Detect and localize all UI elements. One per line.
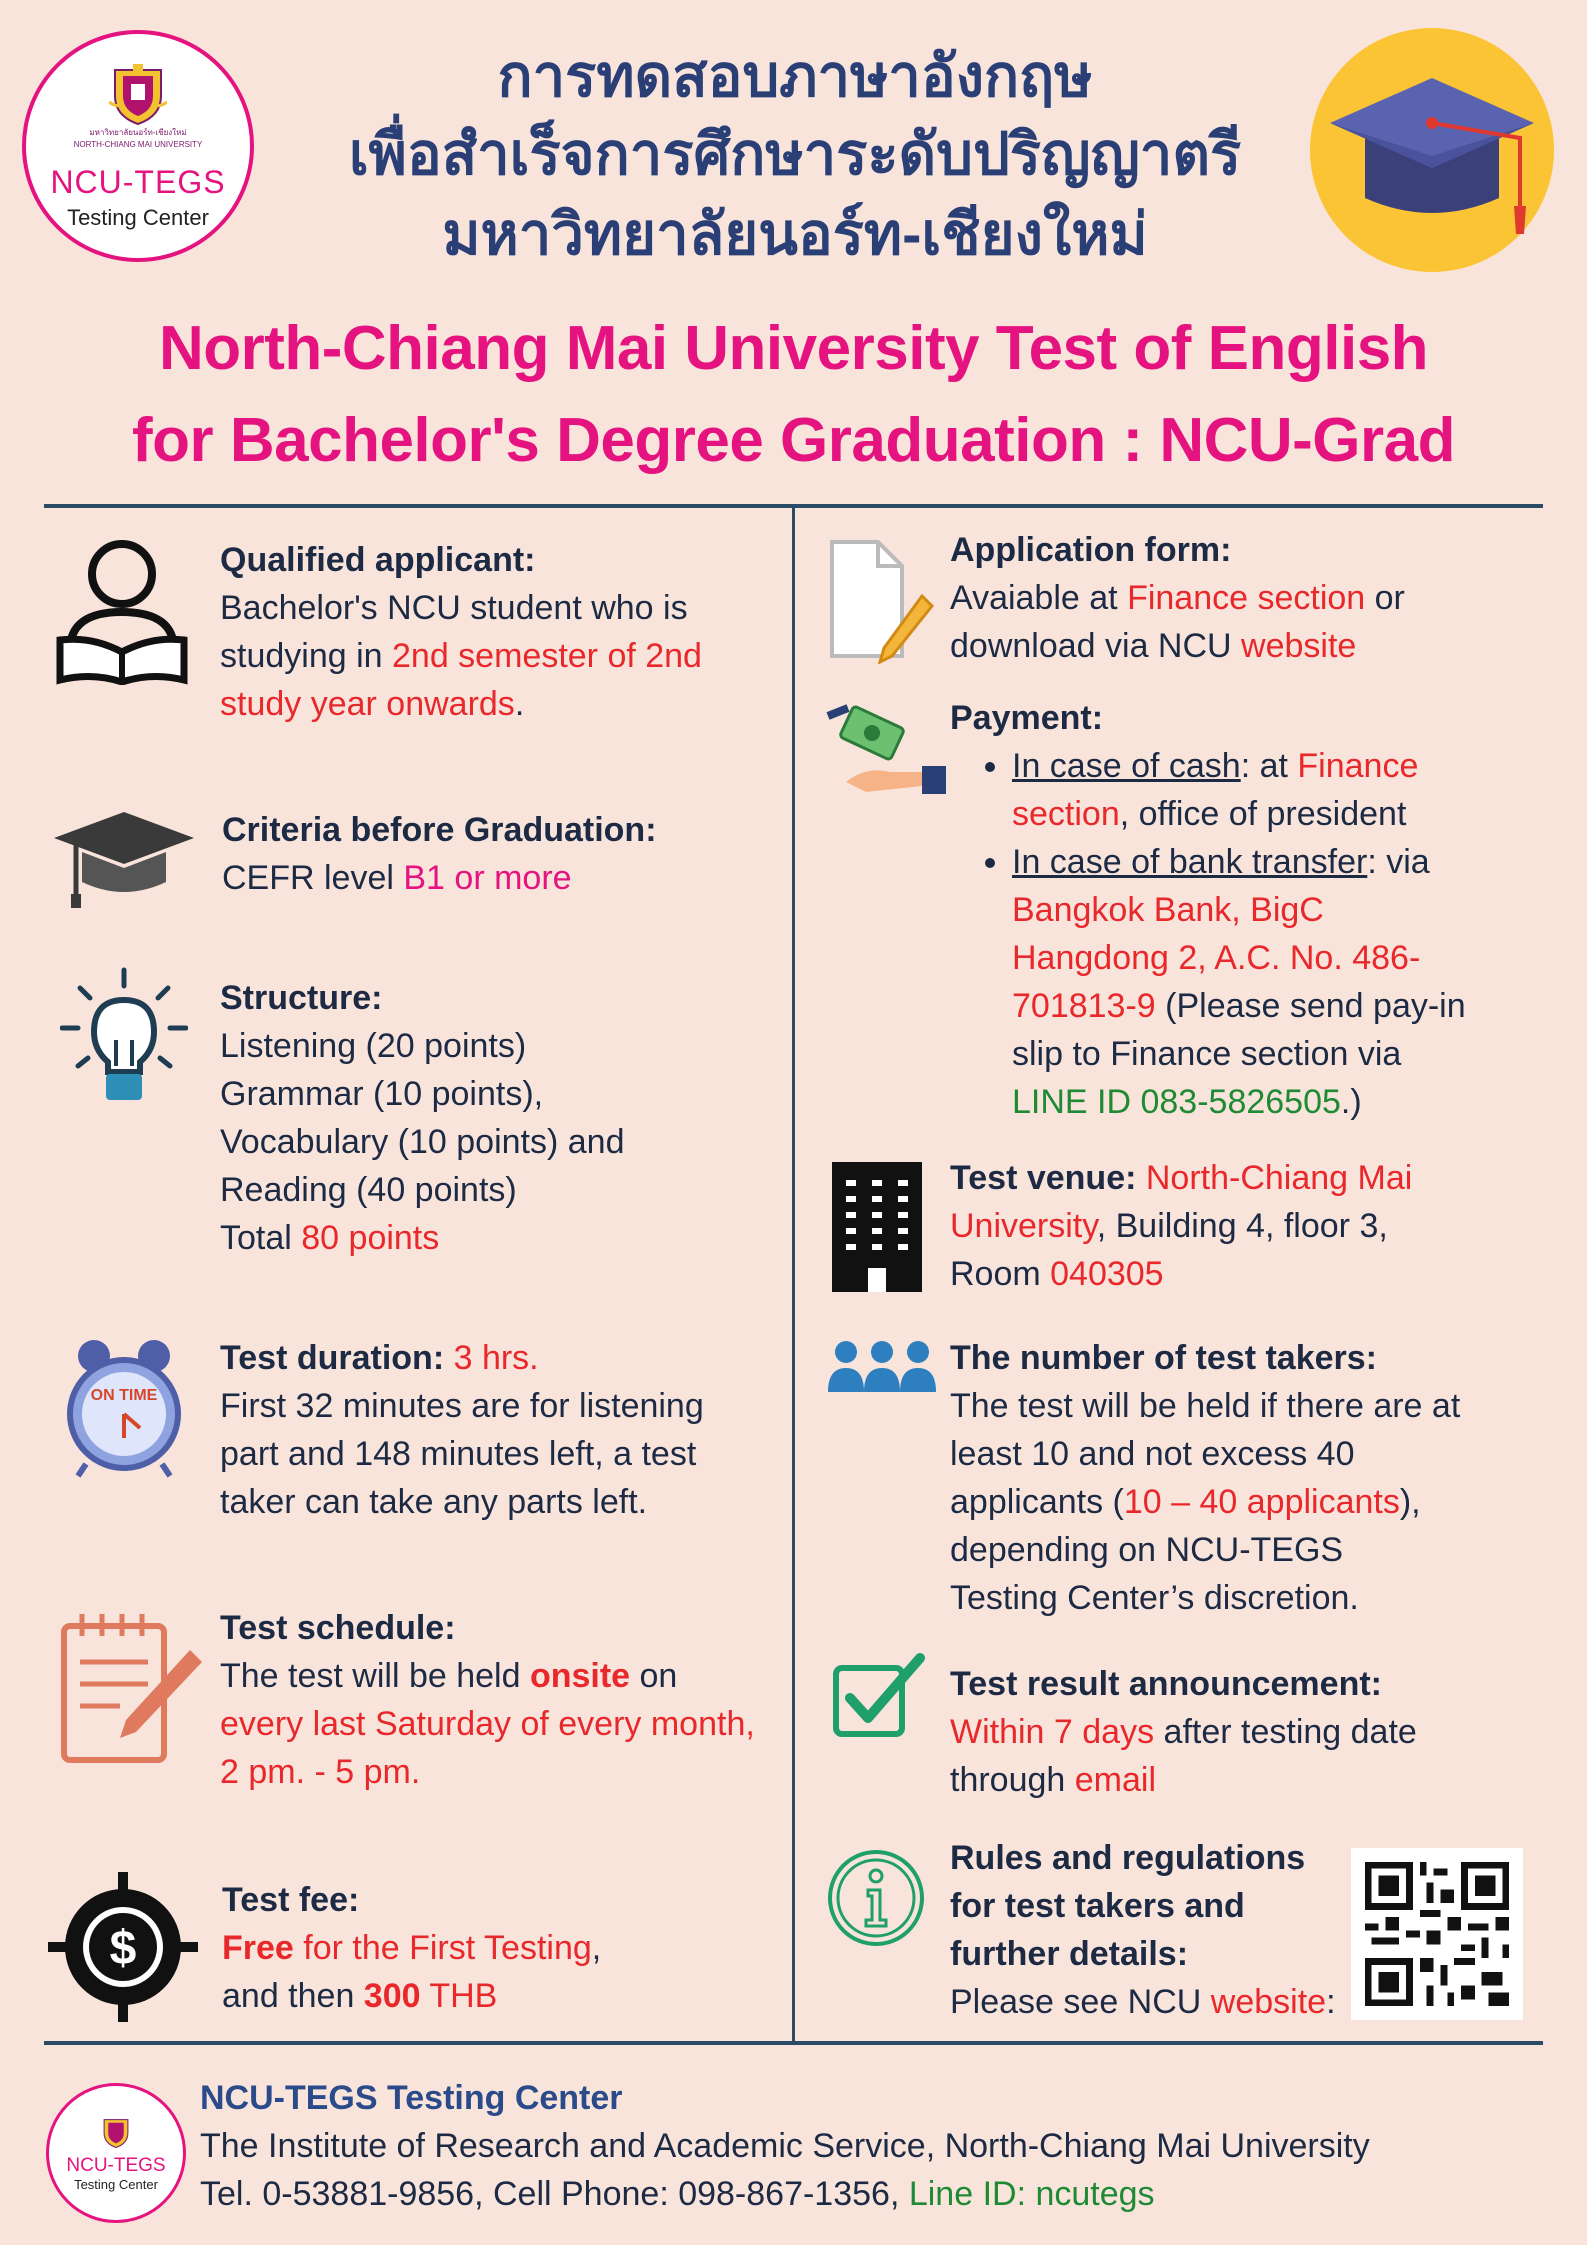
- application-form-section: [950, 526, 1405, 670]
- qualified-applicant-section: [220, 536, 702, 728]
- form-line-1c: or: [1365, 579, 1405, 617]
- svg-text:ON TIME: ON TIME: [90, 1387, 158, 1404]
- result-line-2a: through: [950, 1761, 1075, 1799]
- footer-line-id: Line ID: ncutegs: [908, 2175, 1155, 2213]
- form-finance-section: Finance section: [1127, 579, 1366, 617]
- payment-bank-line-2: Bangkok Bank, BigC: [1012, 891, 1324, 929]
- lightbulb-icon: [60, 966, 188, 1106]
- rules-heading-3: further details:: [950, 1935, 1189, 1973]
- qualified-semester: 2nd semester of 2nd: [392, 637, 702, 675]
- column-divider: [792, 508, 795, 2045]
- payment-bank-account: 701813-9: [1012, 987, 1156, 1025]
- thai-title-line-1: การทดสอบภาษาอังกฤษ: [497, 44, 1093, 109]
- form-line-1a: Avaiable at: [950, 579, 1128, 617]
- fee-section: [222, 1876, 601, 2020]
- building-icon: [832, 1162, 922, 1292]
- alarm-clock-icon: [56, 1338, 192, 1478]
- venue-room-number: 040305: [1050, 1255, 1164, 1293]
- footer-institute: The Institute of Research and Academic Service, North-Chiang Mai University: [200, 2127, 1370, 2165]
- rules-website-link[interactable]: website: [1210, 1983, 1327, 2021]
- svg-text:$: $: [109, 1922, 137, 1975]
- payment-bank-via: : via: [1367, 843, 1430, 881]
- footer-title: NCU-TEGS Testing Center: [200, 2079, 623, 2117]
- payment-bank-line-4b: (Please send pay-in: [1155, 987, 1466, 1025]
- payment-bank-line-3: Hangdong 2, A.C. No. 486-: [1012, 939, 1421, 977]
- qualified-heading: Qualified applicant:: [220, 541, 536, 579]
- duration-value: 3 hrs.: [453, 1339, 539, 1377]
- reader-icon: [56, 540, 188, 685]
- payment-cash-section: section: [1012, 795, 1120, 833]
- english-title-line-1: North-Chiang Mai University Test of English: [158, 314, 1429, 383]
- venue-building: , Building 4, floor 3,: [1096, 1207, 1388, 1245]
- schedule-time: 2 pm. - 5 pm.: [220, 1753, 421, 1791]
- schedule-day: every last Saturday of every month,: [220, 1705, 755, 1743]
- payment-bank-label: In case of bank transfer: [1012, 843, 1368, 881]
- structure-vocabulary: Vocabulary (10 points) and: [220, 1123, 625, 1161]
- fee-heading: Test fee:: [222, 1881, 360, 1919]
- schedule-section: [220, 1604, 755, 1796]
- qualified-line-3a: study year onwards: [220, 685, 515, 723]
- form-heading: Application form:: [950, 531, 1232, 569]
- venue-university-2: University: [950, 1207, 1097, 1245]
- duration-section: [220, 1334, 704, 1526]
- payment-bank-line-5: slip to Finance section via: [1012, 1035, 1402, 1073]
- graduation-hat-badge: [1310, 28, 1554, 272]
- qualified-line-3b: .: [514, 685, 525, 723]
- qualified-line-2a: studying in: [220, 637, 392, 675]
- duration-heading: Test duration:: [220, 1339, 454, 1377]
- english-title-line-2: for Bachelor's Degree Graduation : NCU-Grad: [131, 406, 1456, 475]
- payment-cash-label: In case of cash: [1012, 747, 1241, 785]
- payment-line-id: LINE ID 083-5826505: [1012, 1083, 1341, 1121]
- takers-line-5: Testing Center’s discretion.: [950, 1579, 1359, 1617]
- fee-amount: 300: [363, 1977, 421, 2015]
- logo-university-name-en: NORTH-CHIANG MAI UNIVERSITY: [73, 139, 203, 149]
- qr-code[interactable]: [1351, 1848, 1523, 2020]
- structure-total-label: Total: [220, 1219, 302, 1257]
- dollar-target-icon: [48, 1872, 198, 2022]
- takers-line-1: The test will be held if there are at: [950, 1387, 1461, 1425]
- graduation-cap-icon: [54, 810, 194, 910]
- venue-university-1: North-Chiang Mai: [1145, 1159, 1413, 1197]
- venue-room-label: Room: [950, 1255, 1051, 1293]
- rules-line-a: Please see NCU: [950, 1983, 1211, 2021]
- structure-heading: Structure:: [220, 979, 383, 1017]
- qualified-line-1: Bachelor's NCU student who is: [220, 589, 688, 627]
- payment-cash-item: [1012, 742, 1466, 838]
- thai-title-line-2: เพื่อสำเร็จการศึกษาระดับปริญญาตรี: [348, 122, 1242, 187]
- duration-line-1: First 32 minutes are for listening: [220, 1387, 704, 1425]
- schedule-line-1c: on: [630, 1657, 678, 1695]
- fee-currency: THB: [420, 1977, 498, 2015]
- schedule-onsite: onsite: [529, 1657, 631, 1695]
- schedule-heading: Test schedule:: [220, 1609, 456, 1647]
- schedule-line-1a: The test will be held: [220, 1657, 530, 1695]
- venue-section: [950, 1154, 1412, 1298]
- takers-line-2: least 10 and not excess 40: [950, 1435, 1355, 1473]
- fee-first-testing: for the First Testing: [293, 1929, 592, 1967]
- takers-line-4: depending on NCU-TEGS: [950, 1531, 1344, 1569]
- takers-line-3a: applicants (: [950, 1483, 1124, 1521]
- criteria-line-a: CEFR level: [222, 859, 404, 897]
- footer-phones: Tel. 0-53881-9856, Cell Phone: 098-867-1356,: [200, 2175, 909, 2213]
- money-hand-icon: [826, 702, 950, 798]
- info-icon: [826, 1848, 926, 1948]
- checkbox-icon: [830, 1652, 926, 1742]
- university-crest-icon: [109, 62, 167, 126]
- ncu-tegs-logo: [22, 30, 254, 262]
- mortarboard-icon: [1310, 28, 1554, 272]
- test-takers-section: [950, 1334, 1460, 1622]
- rules-line-c: :: [1326, 1983, 1336, 2021]
- takers-range: 10 – 40 applicants: [1123, 1483, 1400, 1521]
- payment-bank-line-6b: .): [1340, 1083, 1362, 1121]
- structure-total-value: 80 points: [301, 1219, 440, 1257]
- structure-grammar: Grammar (10 points),: [220, 1075, 544, 1113]
- footer-logo-name: NCU-TEGS: [66, 2154, 166, 2176]
- criteria-section: [222, 806, 657, 902]
- payment-bank-item: [1012, 838, 1466, 1126]
- structure-reading: Reading (40 points): [220, 1171, 517, 1209]
- form-website-link[interactable]: website: [1241, 627, 1357, 665]
- rules-heading-1: Rules and regulations: [950, 1839, 1306, 1877]
- criteria-heading: Criteria before Graduation:: [222, 811, 657, 849]
- bottom-divider: [44, 2041, 1543, 2045]
- logo-university-name: มหาวิทยาลัยนอร์ท-เชียงใหม่: [89, 127, 187, 137]
- footer-contact: [200, 2170, 1155, 2218]
- result-heading: Test result announcement:: [950, 1665, 1382, 1703]
- logo-subtitle: Testing Center: [67, 204, 209, 230]
- fee-then: and then: [222, 1977, 364, 2015]
- payment-heading: Payment:: [950, 699, 1104, 737]
- criteria-level: B1 or more: [403, 859, 572, 897]
- payment-cash-office: , office of president: [1119, 795, 1407, 833]
- payment-cash-at: : at: [1240, 747, 1298, 785]
- fee-comma: ,: [591, 1929, 602, 1967]
- footer-crest-icon: [101, 2115, 131, 2149]
- result-line-1b: after testing date: [1154, 1713, 1417, 1751]
- venue-heading: Test venue:: [950, 1159, 1146, 1197]
- notepad-icon: [60, 1610, 206, 1766]
- result-email: email: [1074, 1761, 1157, 1799]
- document-pen-icon: [826, 538, 936, 664]
- takers-line-3c: ),: [1399, 1483, 1421, 1521]
- structure-listening: Listening (20 points): [220, 1027, 527, 1065]
- thai-title-line-3: มหาวิทยาลัยนอร์ท-เชียงใหม่: [442, 202, 1148, 267]
- duration-line-3: taker can take any parts left.: [220, 1483, 648, 1521]
- logo-name: NCU-TEGS: [50, 163, 226, 200]
- takers-heading: The number of test takers:: [950, 1339, 1377, 1377]
- form-line-2a: download via NCU: [950, 627, 1242, 665]
- result-days: Within 7 days: [950, 1713, 1155, 1751]
- fee-free: Free: [222, 1929, 294, 1967]
- payment-section: [950, 694, 1466, 1126]
- rules-section: [950, 1834, 1336, 2026]
- structure-section: [220, 974, 624, 1262]
- payment-cash-finance: Finance: [1297, 747, 1419, 785]
- footer-logo: [46, 2083, 186, 2223]
- result-section: [950, 1660, 1417, 1804]
- footer-logo-subtitle: Testing Center: [74, 2176, 158, 2192]
- rules-heading-2: for test takers and: [950, 1887, 1245, 1925]
- duration-line-2: part and 148 minutes left, a test: [220, 1435, 697, 1473]
- people-group-icon: [826, 1340, 938, 1396]
